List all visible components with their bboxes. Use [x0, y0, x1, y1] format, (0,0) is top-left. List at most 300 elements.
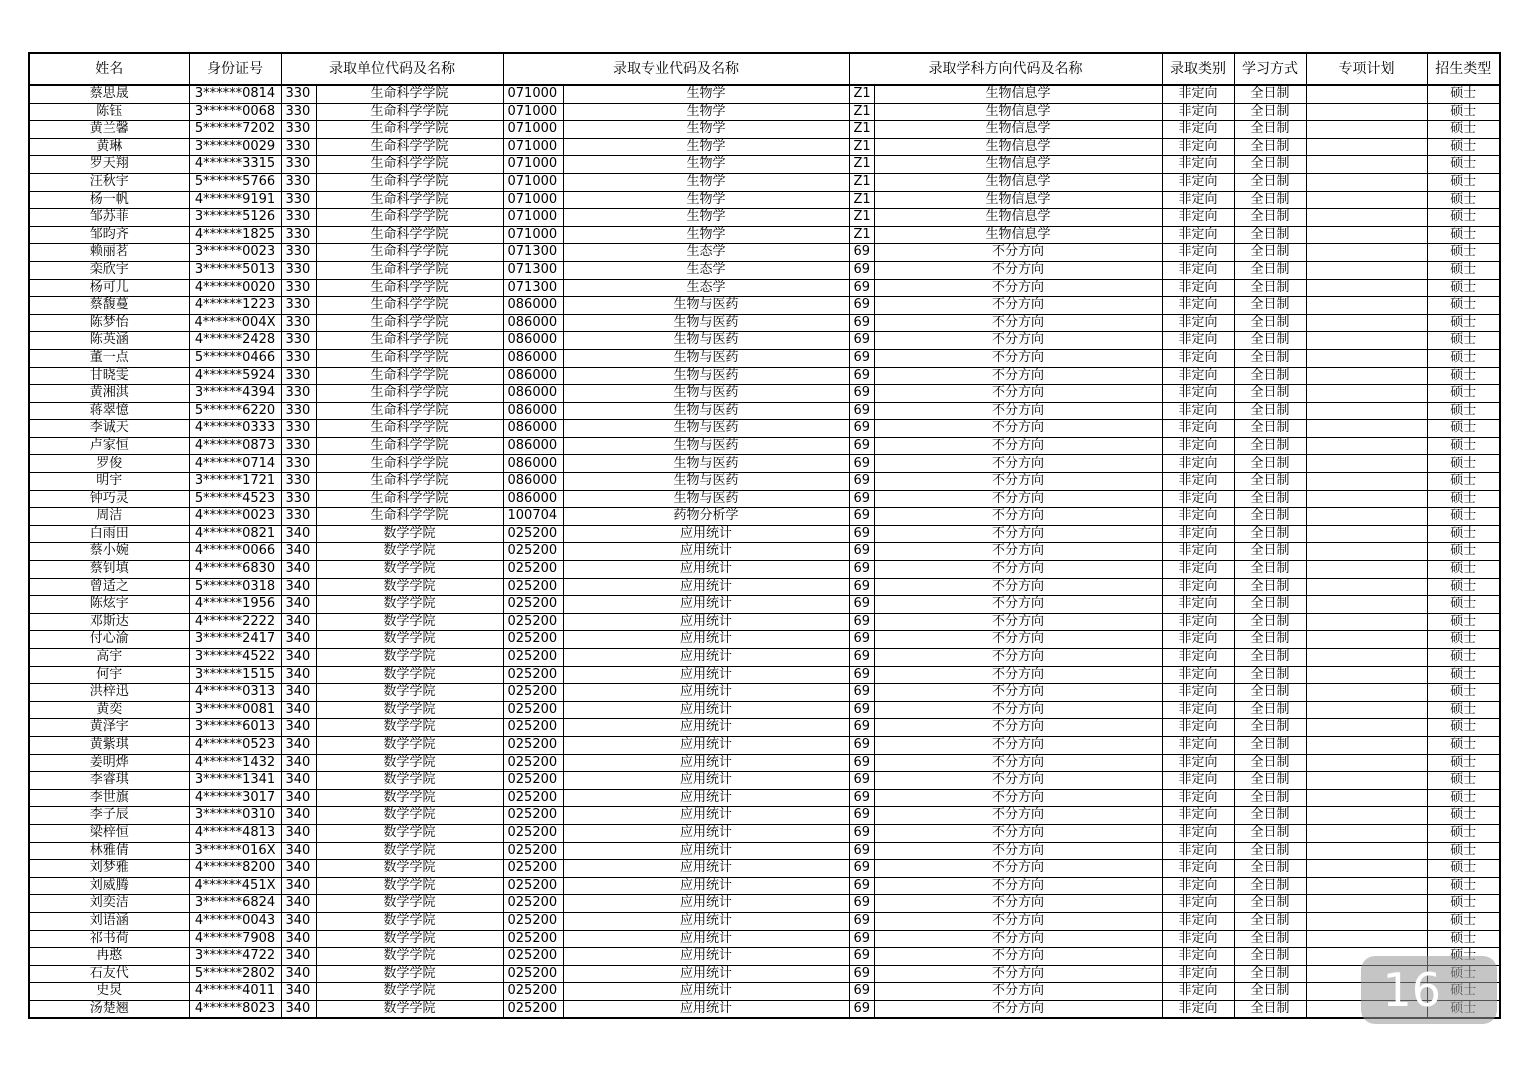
id-cell: 4******0313 — [189, 684, 281, 702]
admit-type-cell: 非定向 — [1162, 912, 1234, 930]
major-name-cell: 生物与医药 — [563, 367, 849, 385]
name-cell: 蔡思晟 — [29, 85, 189, 103]
name-cell: 汪秋宇 — [29, 173, 189, 191]
direction-code-cell: 69 — [849, 367, 874, 385]
major-code-cell: 025200 — [503, 561, 563, 579]
enroll-type-cell: 硕士 — [1427, 789, 1500, 807]
study-mode-cell: 全日制 — [1234, 912, 1306, 930]
admit-type-cell: 非定向 — [1162, 543, 1234, 561]
major-name-cell: 应用统计 — [563, 525, 849, 543]
admit-type-cell: 非定向 — [1162, 631, 1234, 649]
unit-name-cell: 数学学院 — [316, 965, 503, 983]
study-mode-cell: 全日制 — [1234, 349, 1306, 367]
major-code-cell: 086000 — [503, 490, 563, 508]
direction-code-cell: 69 — [849, 314, 874, 332]
admit-type-cell: 非定向 — [1162, 578, 1234, 596]
direction-code-cell: Z1 — [849, 85, 874, 103]
name-cell: 李子辰 — [29, 807, 189, 825]
major-name-cell: 生物与医药 — [563, 455, 849, 473]
direction-code-cell: Z1 — [849, 209, 874, 227]
unit-code-cell: 330 — [281, 385, 316, 403]
name-cell: 罗天翔 — [29, 156, 189, 174]
special-plan-cell — [1306, 719, 1427, 737]
id-cell: 4******9191 — [189, 191, 281, 209]
enroll-type-cell: 硕士 — [1427, 349, 1500, 367]
direction-name-cell: 不分方向 — [874, 754, 1162, 772]
name-cell: 祁书荷 — [29, 930, 189, 948]
major-name-cell: 应用统计 — [563, 772, 849, 790]
major-code-cell: 071000 — [503, 138, 563, 156]
unit-code-cell: 330 — [281, 473, 316, 491]
major-name-cell: 应用统计 — [563, 701, 849, 719]
major-code-cell: 025200 — [503, 613, 563, 631]
unit-name-cell: 数学学院 — [316, 561, 503, 579]
id-cell: 5******0466 — [189, 349, 281, 367]
direction-name-cell: 不分方向 — [874, 596, 1162, 614]
unit-code-cell: 330 — [281, 244, 316, 262]
table-row — [29, 121, 1500, 139]
enroll-type-cell: 硕士 — [1427, 561, 1500, 579]
table-row — [29, 297, 1500, 315]
unit-code-cell: 340 — [281, 613, 316, 631]
major-name-cell: 应用统计 — [563, 842, 849, 860]
study-mode-cell: 全日制 — [1234, 138, 1306, 156]
admit-type-cell: 非定向 — [1162, 332, 1234, 350]
direction-name-cell: 不分方向 — [874, 297, 1162, 315]
direction-code-cell: 69 — [849, 684, 874, 702]
id-cell: 5******7202 — [189, 121, 281, 139]
id-cell: 3******4722 — [189, 948, 281, 966]
table-row — [29, 631, 1500, 649]
unit-code-cell: 330 — [281, 508, 316, 526]
enroll-type-cell: 硕士 — [1427, 860, 1500, 878]
major-code-cell: 025200 — [503, 842, 563, 860]
direction-name-cell: 不分方向 — [874, 279, 1162, 297]
study-mode-cell: 全日制 — [1234, 789, 1306, 807]
major-code-cell: 071000 — [503, 85, 563, 103]
admit-type-cell: 非定向 — [1162, 754, 1234, 772]
admit-type-cell: 非定向 — [1162, 948, 1234, 966]
unit-code-cell: 330 — [281, 420, 316, 438]
direction-name-cell: 不分方向 — [874, 473, 1162, 491]
admit-type-cell: 非定向 — [1162, 613, 1234, 631]
study-mode-cell: 全日制 — [1234, 314, 1306, 332]
unit-name-cell: 生命科学学院 — [316, 490, 503, 508]
direction-code-cell: 69 — [849, 807, 874, 825]
id-cell: 4******1956 — [189, 596, 281, 614]
study-mode-cell: 全日制 — [1234, 508, 1306, 526]
direction-name-cell: 生物信息学 — [874, 138, 1162, 156]
major-code-cell: 071300 — [503, 244, 563, 262]
table-row — [29, 824, 1500, 842]
direction-name-cell: 不分方向 — [874, 965, 1162, 983]
name-cell: 邓斯达 — [29, 613, 189, 631]
unit-code-cell: 340 — [281, 666, 316, 684]
major-name-cell: 应用统计 — [563, 631, 849, 649]
unit-code-cell: 330 — [281, 349, 316, 367]
admit-type-cell: 非定向 — [1162, 191, 1234, 209]
study-mode-cell: 全日制 — [1234, 754, 1306, 772]
direction-code-cell: 69 — [849, 578, 874, 596]
major-code-cell: 086000 — [503, 455, 563, 473]
major-name-cell: 应用统计 — [563, 877, 849, 895]
study-mode-cell: 全日制 — [1234, 244, 1306, 262]
unit-name-cell: 数学学院 — [316, 772, 503, 790]
special-plan-cell — [1306, 437, 1427, 455]
id-cell: 3******0029 — [189, 138, 281, 156]
unit-name-cell: 生命科学学院 — [316, 209, 503, 227]
study-mode-cell: 全日制 — [1234, 649, 1306, 667]
study-mode-cell: 全日制 — [1234, 226, 1306, 244]
study-mode-cell: 全日制 — [1234, 860, 1306, 878]
unit-code-cell: 330 — [281, 85, 316, 103]
unit-code-cell: 340 — [281, 754, 316, 772]
unit-name-cell: 数学学院 — [316, 754, 503, 772]
special-plan-cell — [1306, 138, 1427, 156]
table-row — [29, 613, 1500, 631]
unit-code-cell: 330 — [281, 490, 316, 508]
table-row — [29, 912, 1500, 930]
direction-code-cell: 69 — [849, 772, 874, 790]
study-mode-cell: 全日制 — [1234, 631, 1306, 649]
direction-code-cell: 69 — [849, 930, 874, 948]
unit-code-cell: 330 — [281, 437, 316, 455]
name-cell: 史炅 — [29, 983, 189, 1001]
direction-code-cell: Z1 — [849, 226, 874, 244]
special-plan-cell — [1306, 684, 1427, 702]
name-cell: 甘晓雯 — [29, 367, 189, 385]
header-row — [29, 53, 1500, 85]
unit-code-cell: 330 — [281, 367, 316, 385]
admit-type-cell: 非定向 — [1162, 895, 1234, 913]
direction-code-cell: 69 — [849, 912, 874, 930]
table-row — [29, 173, 1500, 191]
id-cell: 4******0714 — [189, 455, 281, 473]
direction-name-cell: 不分方向 — [874, 455, 1162, 473]
major-name-cell: 生物与医药 — [563, 402, 849, 420]
study-mode-cell: 全日制 — [1234, 279, 1306, 297]
admit-type-cell: 非定向 — [1162, 1000, 1234, 1018]
major-name-cell: 生物与医药 — [563, 297, 849, 315]
unit-name-cell: 数学学院 — [316, 666, 503, 684]
table-row — [29, 490, 1500, 508]
header-major: 录取专业代码及名称 — [503, 53, 849, 85]
admit-type-cell: 非定向 — [1162, 930, 1234, 948]
direction-name-cell: 不分方向 — [874, 367, 1162, 385]
special-plan-cell — [1306, 930, 1427, 948]
direction-name-cell: 不分方向 — [874, 860, 1162, 878]
direction-name-cell: 不分方向 — [874, 789, 1162, 807]
direction-code-cell: Z1 — [849, 191, 874, 209]
major-code-cell: 025200 — [503, 684, 563, 702]
special-plan-cell — [1306, 543, 1427, 561]
unit-name-cell: 数学学院 — [316, 736, 503, 754]
id-cell: 3******5126 — [189, 209, 281, 227]
id-cell: 4******451X — [189, 877, 281, 895]
study-mode-cell: 全日制 — [1234, 578, 1306, 596]
direction-code-cell: 69 — [849, 490, 874, 508]
name-cell: 邹昀齐 — [29, 226, 189, 244]
major-name-cell: 生物学 — [563, 138, 849, 156]
table-body — [29, 85, 1500, 1018]
admit-type-cell: 非定向 — [1162, 736, 1234, 754]
study-mode-cell: 全日制 — [1234, 437, 1306, 455]
unit-name-cell: 数学学院 — [316, 596, 503, 614]
admit-type-cell: 非定向 — [1162, 261, 1234, 279]
unit-code-cell: 340 — [281, 965, 316, 983]
admit-type-cell: 非定向 — [1162, 209, 1234, 227]
admit-type-cell: 非定向 — [1162, 525, 1234, 543]
major-code-cell: 071000 — [503, 121, 563, 139]
special-plan-cell — [1306, 156, 1427, 174]
unit-name-cell: 生命科学学院 — [316, 314, 503, 332]
major-name-cell: 应用统计 — [563, 930, 849, 948]
unit-name-cell: 生命科学学院 — [316, 349, 503, 367]
special-plan-cell — [1306, 561, 1427, 579]
enroll-type-cell: 硕士 — [1427, 244, 1500, 262]
major-code-cell: 025200 — [503, 543, 563, 561]
table-row — [29, 772, 1500, 790]
major-name-cell: 生物与医药 — [563, 314, 849, 332]
special-plan-cell — [1306, 103, 1427, 121]
study-mode-cell: 全日制 — [1234, 561, 1306, 579]
unit-code-cell: 340 — [281, 578, 316, 596]
direction-name-cell: 不分方向 — [874, 877, 1162, 895]
name-cell: 杨可儿 — [29, 279, 189, 297]
major-name-cell: 生物与医药 — [563, 420, 849, 438]
special-plan-cell — [1306, 314, 1427, 332]
enroll-type-cell: 硕士 — [1427, 297, 1500, 315]
admit-type-cell: 非定向 — [1162, 367, 1234, 385]
direction-name-cell: 不分方向 — [874, 349, 1162, 367]
enroll-type-cell: 硕士 — [1427, 209, 1500, 227]
study-mode-cell: 全日制 — [1234, 930, 1306, 948]
unit-name-cell: 数学学院 — [316, 684, 503, 702]
direction-code-cell: 69 — [849, 543, 874, 561]
header-direction: 录取学科方向代码及名称 — [849, 53, 1162, 85]
id-cell: 3******4522 — [189, 649, 281, 667]
table-row — [29, 103, 1500, 121]
direction-name-cell: 生物信息学 — [874, 209, 1162, 227]
id-cell: 4******0066 — [189, 543, 281, 561]
unit-code-cell: 340 — [281, 631, 316, 649]
major-code-cell: 025200 — [503, 666, 563, 684]
table-row — [29, 754, 1500, 772]
direction-name-cell: 生物信息学 — [874, 191, 1162, 209]
direction-name-cell: 不分方向 — [874, 561, 1162, 579]
study-mode-cell: 全日制 — [1234, 103, 1306, 121]
study-mode-cell: 全日制 — [1234, 402, 1306, 420]
unit-code-cell: 340 — [281, 684, 316, 702]
study-mode-cell: 全日制 — [1234, 156, 1306, 174]
major-code-cell: 025200 — [503, 860, 563, 878]
direction-name-cell: 不分方向 — [874, 261, 1162, 279]
enroll-type-cell: 硕士 — [1427, 842, 1500, 860]
study-mode-cell: 全日制 — [1234, 297, 1306, 315]
direction-code-cell: 69 — [849, 349, 874, 367]
major-code-cell: 025200 — [503, 877, 563, 895]
major-name-cell: 应用统计 — [563, 965, 849, 983]
major-name-cell: 生态学 — [563, 261, 849, 279]
special-plan-cell — [1306, 191, 1427, 209]
name-cell: 明宇 — [29, 473, 189, 491]
name-cell: 白雨田 — [29, 525, 189, 543]
direction-name-cell: 不分方向 — [874, 912, 1162, 930]
major-code-cell: 025200 — [503, 912, 563, 930]
id-cell: 4******8023 — [189, 1000, 281, 1018]
special-plan-cell — [1306, 209, 1427, 227]
name-cell: 蔡钊填 — [29, 561, 189, 579]
unit-code-cell: 330 — [281, 156, 316, 174]
special-plan-cell — [1306, 279, 1427, 297]
study-mode-cell: 全日制 — [1234, 121, 1306, 139]
unit-name-cell: 数学学院 — [316, 1000, 503, 1018]
special-plan-cell — [1306, 367, 1427, 385]
direction-code-cell: 69 — [849, 860, 874, 878]
table-row — [29, 930, 1500, 948]
admit-type-cell: 非定向 — [1162, 789, 1234, 807]
unit-name-cell: 数学学院 — [316, 543, 503, 561]
id-cell: 3******1515 — [189, 666, 281, 684]
enroll-type-cell: 硕士 — [1427, 666, 1500, 684]
name-cell: 洪梓迅 — [29, 684, 189, 702]
special-plan-cell — [1306, 349, 1427, 367]
major-code-cell: 025200 — [503, 789, 563, 807]
enroll-type-cell: 硕士 — [1427, 895, 1500, 913]
special-plan-cell — [1306, 173, 1427, 191]
header-enroll-type: 招生类型 — [1427, 53, 1500, 85]
major-name-cell: 应用统计 — [563, 789, 849, 807]
direction-name-cell: 不分方向 — [874, 772, 1162, 790]
direction-code-cell: 69 — [849, 824, 874, 842]
name-cell: 李诚天 — [29, 420, 189, 438]
name-cell: 黄琳 — [29, 138, 189, 156]
table-row — [29, 948, 1500, 966]
major-name-cell: 应用统计 — [563, 719, 849, 737]
special-plan-cell — [1306, 701, 1427, 719]
unit-name-cell: 数学学院 — [316, 877, 503, 895]
name-cell: 林雅倩 — [29, 842, 189, 860]
unit-name-cell: 生命科学学院 — [316, 156, 503, 174]
name-cell: 黄湘淇 — [29, 385, 189, 403]
enroll-type-cell: 硕士 — [1427, 877, 1500, 895]
direction-code-cell: Z1 — [849, 103, 874, 121]
admit-type-cell: 非定向 — [1162, 596, 1234, 614]
header-unit: 录取单位代码及名称 — [281, 53, 503, 85]
name-cell: 陈梦怡 — [29, 314, 189, 332]
direction-code-cell: 69 — [849, 402, 874, 420]
admit-type-cell: 非定向 — [1162, 244, 1234, 262]
major-name-cell: 生态学 — [563, 244, 849, 262]
unit-name-cell: 生命科学学院 — [316, 367, 503, 385]
table-row — [29, 420, 1500, 438]
name-cell: 黄奕 — [29, 701, 189, 719]
unit-name-cell: 生命科学学院 — [316, 402, 503, 420]
study-mode-cell: 全日制 — [1234, 209, 1306, 227]
unit-code-cell: 340 — [281, 736, 316, 754]
name-cell: 黄泽宇 — [29, 719, 189, 737]
id-cell: 3******0081 — [189, 701, 281, 719]
direction-name-cell: 不分方向 — [874, 578, 1162, 596]
unit-name-cell: 数学学院 — [316, 824, 503, 842]
admit-type-cell: 非定向 — [1162, 772, 1234, 790]
page-number-badge: 16 — [1361, 956, 1497, 1024]
enroll-type-cell: 硕士 — [1427, 173, 1500, 191]
unit-code-cell: 330 — [281, 173, 316, 191]
direction-name-cell: 不分方向 — [874, 719, 1162, 737]
id-cell: 4******0023 — [189, 508, 281, 526]
major-code-cell: 025200 — [503, 772, 563, 790]
direction-name-cell: 不分方向 — [874, 314, 1162, 332]
enroll-type-cell: 硕士 — [1427, 824, 1500, 842]
name-cell: 栾欣宇 — [29, 261, 189, 279]
unit-name-cell: 生命科学学院 — [316, 85, 503, 103]
major-code-cell: 071300 — [503, 279, 563, 297]
enroll-type-cell: 硕士 — [1427, 719, 1500, 737]
study-mode-cell: 全日制 — [1234, 807, 1306, 825]
special-plan-cell — [1306, 789, 1427, 807]
study-mode-cell: 全日制 — [1234, 613, 1306, 631]
name-cell: 高宇 — [29, 649, 189, 667]
study-mode-cell: 全日制 — [1234, 983, 1306, 1001]
enroll-type-cell: 硕士 — [1427, 473, 1500, 491]
major-name-cell: 应用统计 — [563, 860, 849, 878]
direction-name-cell: 不分方向 — [874, 525, 1162, 543]
table-row — [29, 983, 1500, 1001]
name-cell: 蒋翠憶 — [29, 402, 189, 420]
unit-name-cell: 生命科学学院 — [316, 261, 503, 279]
major-name-cell: 应用统计 — [563, 666, 849, 684]
direction-code-cell: 69 — [849, 754, 874, 772]
enroll-type-cell: 硕士 — [1427, 649, 1500, 667]
enroll-type-cell: 硕士 — [1427, 332, 1500, 350]
unit-code-cell: 340 — [281, 860, 316, 878]
table-row — [29, 965, 1500, 983]
enroll-type-cell: 硕士 — [1427, 736, 1500, 754]
name-cell: 蔡小婉 — [29, 543, 189, 561]
special-plan-cell — [1306, 297, 1427, 315]
major-code-cell: 025200 — [503, 578, 563, 596]
name-cell: 邹苏菲 — [29, 209, 189, 227]
special-plan-cell — [1306, 402, 1427, 420]
unit-name-cell: 生命科学学院 — [316, 279, 503, 297]
unit-name-cell: 数学学院 — [316, 649, 503, 667]
unit-code-cell: 340 — [281, 719, 316, 737]
table-row — [29, 1000, 1500, 1018]
admit-type-cell: 非定向 — [1162, 314, 1234, 332]
study-mode-cell: 全日制 — [1234, 772, 1306, 790]
special-plan-cell — [1306, 525, 1427, 543]
unit-name-cell: 生命科学学院 — [316, 191, 503, 209]
study-mode-cell: 全日制 — [1234, 490, 1306, 508]
special-plan-cell — [1306, 912, 1427, 930]
direction-name-cell: 不分方向 — [874, 649, 1162, 667]
name-cell: 刘梦雅 — [29, 860, 189, 878]
header-admit-type: 录取类别 — [1162, 53, 1234, 85]
table-row — [29, 261, 1500, 279]
table-row — [29, 473, 1500, 491]
name-cell: 刘奕洁 — [29, 895, 189, 913]
enroll-type-cell: 硕士 — [1427, 367, 1500, 385]
name-cell: 李世旗 — [29, 789, 189, 807]
enroll-type-cell: 硕士 — [1427, 578, 1500, 596]
major-code-cell: 025200 — [503, 948, 563, 966]
admit-type-cell: 非定向 — [1162, 455, 1234, 473]
id-cell: 4******2222 — [189, 613, 281, 631]
table-row — [29, 226, 1500, 244]
admit-type-cell: 非定向 — [1162, 402, 1234, 420]
major-code-cell: 086000 — [503, 385, 563, 403]
